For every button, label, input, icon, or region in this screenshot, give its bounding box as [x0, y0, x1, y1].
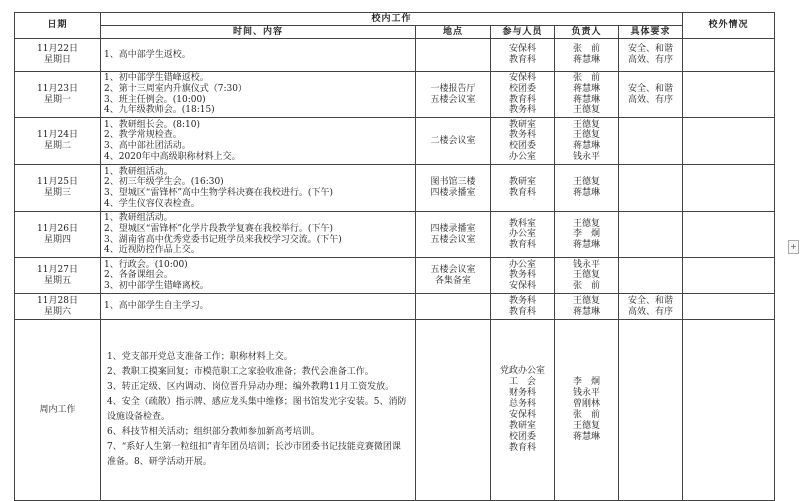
week-participant: 安保科	[508, 410, 536, 420]
week-responsible-person: 张 前	[572, 410, 600, 420]
day-location	[416, 72, 491, 118]
week-participant: 教研室	[508, 421, 536, 431]
day-location	[416, 258, 491, 294]
day-item: 4、九年级教师会。(18:15)	[104, 105, 215, 116]
location-entry: 五楼会议室	[430, 94, 476, 105]
week-item: 7、“系好人生第一粒纽扣”青年团员培训；长沙市团委书记技能竞赛微团课准备。8、研学活动开展。	[107, 442, 401, 467]
responsible-entry: 王德复	[572, 295, 600, 306]
participant-entry: 教育科	[508, 55, 536, 65]
day-date-cell	[15, 118, 101, 165]
participant	[494, 296, 551, 317]
day-off-campus	[683, 294, 775, 320]
participant-entry: 安保科	[508, 73, 536, 84]
day-item: 2、初三年级学生会。(16:30)	[104, 177, 224, 188]
location-entry: 四楼录播室	[430, 188, 476, 198]
responsible	[558, 120, 615, 162]
week-participant: 校团委	[508, 432, 536, 442]
responsible-entry: 钱永平	[572, 259, 600, 270]
week-responsible-person: 曾刚林	[572, 399, 600, 409]
participant-entry: 教科室	[508, 218, 536, 229]
day-weekday: 星期二	[43, 141, 71, 151]
day-off-campus	[683, 165, 775, 212]
location	[419, 84, 487, 105]
participant-entry: 安保科	[508, 44, 536, 55]
responsible-entry: 蒋慧琳	[572, 239, 600, 250]
location	[419, 136, 487, 147]
header-participants: 参与人员	[491, 26, 555, 39]
day-off-campus	[683, 258, 775, 294]
week-item: 2、教职工摸案回复；市模范职工之家验收准备；教代会准备工作。	[107, 367, 374, 377]
day-row	[15, 165, 775, 212]
day-requirements	[619, 72, 683, 118]
day-items	[101, 165, 416, 212]
week-responsible-person: 蒋慧琳	[572, 432, 600, 442]
day-responsible	[555, 165, 619, 212]
responsible	[558, 44, 615, 65]
participant-entry: 教育科	[508, 94, 536, 105]
week-participants	[491, 320, 555, 501]
participant-entry: 校团委	[508, 83, 536, 94]
responsible-entry: 蒋慧琳	[572, 306, 600, 317]
week-label: 周内工作	[15, 320, 101, 501]
day-responsible	[555, 212, 619, 258]
responsible-entry: 钱永平	[572, 151, 600, 162]
day-item: 2、望城区“雷锋杯”化学片段教学复赛在我校举行。(下午)	[104, 223, 333, 234]
day-item: 3、高中部社团活动。	[104, 141, 191, 151]
day-item: 3、初中部学生错峰离校。	[104, 280, 209, 291]
header-time-content: 时间、内容	[101, 26, 416, 39]
location	[419, 177, 487, 198]
day-requirements	[619, 212, 683, 258]
responsible-entry: 王德复	[572, 130, 600, 141]
day-items	[101, 118, 416, 165]
day-date-cell	[15, 212, 101, 258]
day-item: 4、学生仪容仪表检查。	[104, 198, 200, 209]
responsible-entry: 张 前	[572, 44, 600, 55]
expand-marker[interactable]: +	[788, 240, 799, 254]
day-date-cell	[15, 294, 101, 320]
day-participants	[491, 39, 555, 72]
day-items	[101, 212, 416, 258]
day-item: 1、行政会。(10:00)	[104, 259, 188, 270]
participant-entry: 教务科	[508, 130, 536, 141]
location-entry: 图书馆三楼	[430, 177, 476, 188]
week-participant-list	[494, 366, 551, 454]
week-responsible-person: 王德复	[572, 421, 600, 431]
day-participants	[491, 165, 555, 212]
participant-entry: 教研室	[508, 177, 536, 188]
requirement	[622, 84, 679, 105]
day-rows	[15, 39, 775, 320]
participant	[494, 260, 551, 292]
header-requirements: 具体要求	[619, 26, 683, 39]
participant-entry: 教育科	[508, 188, 536, 198]
day-weekday: 星期一	[43, 94, 71, 105]
day-item: 1、高中部学生返校。	[104, 49, 191, 60]
day-responsible	[555, 118, 619, 165]
day-item: 4、2020年中高级职称材料上交。	[104, 151, 241, 162]
header-responsible: 负责人	[555, 26, 619, 39]
day-items	[101, 72, 416, 118]
day-item: 1、高中部学生自主学习。	[104, 301, 209, 312]
day-date: 11月28日	[37, 295, 78, 306]
location-entry: 各集备室	[434, 275, 471, 286]
day-date: 11月24日	[37, 130, 78, 141]
day-weekday: 星期六	[43, 306, 71, 317]
day-item: 1、教研组活动。	[104, 166, 173, 177]
responsible-entry: 王德复	[572, 105, 600, 116]
day-weekday: 星期日	[43, 55, 71, 65]
day-weekday: 星期五	[43, 275, 71, 286]
day-responsible	[555, 258, 619, 294]
week-item: 6、科技节相关活动；组织部分教师参加新高考培训。	[107, 427, 320, 437]
day-off-campus	[683, 72, 775, 118]
participant	[494, 44, 551, 65]
day-responsible	[555, 39, 619, 72]
week-participant: 党政办公室	[499, 366, 545, 376]
responsible-entry: 蒋慧琳	[572, 141, 600, 151]
location-entry: 四楼录播室	[430, 223, 476, 234]
week-off-campus	[683, 320, 775, 501]
week-item: 1、党支部开党总支准备工作；职称材料上交。	[107, 352, 293, 362]
day-date: 11月22日	[37, 44, 78, 55]
participant-entry: 教务科	[508, 270, 536, 281]
day-participants	[491, 258, 555, 294]
day-item: 1、初中部学生错峰返校。	[104, 73, 209, 84]
responsible-entry: 张 前	[572, 280, 600, 291]
day-row	[15, 212, 775, 258]
requirement-entry: 高效、有序	[628, 306, 674, 317]
day-item: 2、第十三周室内升旗仪式（7:30）	[104, 83, 247, 94]
location-entry: 二楼会议室	[430, 135, 476, 146]
day-requirements	[619, 39, 683, 72]
responsible-entry: 王德复	[572, 270, 600, 281]
day-responsible	[555, 294, 619, 320]
day-date-cell	[15, 72, 101, 118]
location	[419, 265, 487, 286]
responsible-entry: 蒋慧琳	[572, 94, 600, 105]
week-participant: 财务科	[508, 388, 536, 398]
day-items	[101, 258, 416, 294]
participant	[494, 219, 551, 251]
day-row	[15, 294, 775, 320]
responsible-entry: 李 炯	[572, 229, 600, 240]
header-school-work: 校内工作	[101, 13, 683, 26]
day-location	[416, 39, 491, 72]
location-entry: 一楼报告厅	[430, 83, 476, 94]
day-row	[15, 39, 775, 72]
responsible-entry: 王德复	[572, 218, 600, 229]
day-items	[101, 294, 416, 320]
requirement-entry: 高效、有序	[628, 55, 674, 65]
header-location: 地点	[416, 26, 491, 39]
week-location	[416, 320, 491, 501]
day-row	[15, 258, 775, 294]
location-entry: 五楼会议室	[430, 264, 476, 275]
requirement	[622, 296, 679, 317]
participant	[494, 73, 551, 115]
week-participant: 教育科	[508, 443, 536, 453]
participant-entry: 教务科	[508, 105, 536, 116]
day-responsible	[555, 72, 619, 118]
requirement-entry: 安全、和谐	[628, 44, 674, 55]
location-entry: 五楼会议室	[430, 234, 476, 245]
day-date: 11月25日	[37, 177, 78, 188]
day-location	[416, 212, 491, 258]
responsible-entry: 蒋慧琳	[572, 83, 600, 94]
participant-entry: 教研室	[508, 119, 536, 130]
responsible	[558, 260, 615, 292]
header-off-campus: 校外情况	[683, 13, 775, 39]
week-participant: 总务科	[508, 399, 536, 409]
week-responsible	[555, 320, 619, 501]
responsible	[558, 219, 615, 251]
participant	[494, 177, 551, 198]
week-responsible-person: 李 炯	[572, 377, 600, 387]
day-requirements	[619, 294, 683, 320]
day-requirements	[619, 118, 683, 165]
participant	[494, 120, 551, 162]
day-date: 11月27日	[37, 264, 78, 275]
day-row	[15, 72, 775, 118]
day-row	[15, 118, 775, 165]
day-participants	[491, 72, 555, 118]
day-items	[101, 39, 416, 72]
header-date: 日期	[15, 13, 101, 39]
responsible-entry: 张 前	[572, 73, 600, 84]
day-item: 1、教研组长会。(8:10)	[104, 119, 200, 130]
participant-entry: 教务科	[508, 295, 536, 306]
day-item: 4、近视防控作品上交。	[104, 245, 200, 256]
day-location	[416, 165, 491, 212]
day-date-cell	[15, 258, 101, 294]
day-off-campus	[683, 39, 775, 72]
responsible-entry: 蒋慧琳	[572, 188, 600, 198]
day-date-cell	[15, 165, 101, 212]
requirement	[622, 44, 679, 65]
day-item: 3、望城区“雷锋杯”高中生物学科决赛在我校进行。(下午)	[104, 188, 333, 198]
location	[419, 224, 487, 245]
requirement-entry: 安全、和谐	[628, 295, 674, 306]
week-row	[15, 320, 775, 501]
day-participants	[491, 212, 555, 258]
day-requirements	[619, 165, 683, 212]
responsible-entry: 蒋慧琳	[572, 55, 600, 65]
day-off-campus	[683, 118, 775, 165]
day-weekday: 星期三	[43, 188, 71, 198]
day-weekday: 星期四	[43, 234, 71, 245]
day-off-campus	[683, 212, 775, 258]
responsible-entry: 王德复	[572, 177, 600, 188]
participant-entry: 安保科	[508, 280, 536, 291]
day-location	[416, 118, 491, 165]
day-requirements	[619, 258, 683, 294]
day-date: 11月23日	[37, 83, 78, 94]
week-responsible-person: 钱永平	[572, 388, 600, 398]
week-responsible-list	[558, 377, 615, 443]
week-item: 4、安全（疏散）指示牌、感应龙头集中维修；图书馆发光字安装。5、消防设施设备检查。	[107, 397, 407, 422]
requirement-entry: 高效、有序	[628, 94, 674, 105]
week-requirements	[619, 320, 683, 501]
responsible	[558, 73, 615, 115]
participant-entry: 教育科	[508, 306, 536, 317]
participant-entry: 办公室	[508, 151, 536, 162]
participant-entry: 办公室	[508, 259, 536, 270]
day-item: 2、教学常规检查。	[104, 130, 182, 141]
participant-entry: 校团委	[508, 141, 536, 151]
participant-entry: 办公室	[508, 229, 536, 240]
schedule-table	[14, 12, 775, 501]
participant-entry: 教育科	[508, 239, 536, 250]
responsible-entry: 王德复	[572, 119, 600, 130]
week-items	[101, 320, 416, 501]
day-date: 11月26日	[37, 223, 78, 234]
day-date-cell	[15, 39, 101, 72]
day-participants	[491, 118, 555, 165]
day-item: 3、班主任例会。(10:00)	[104, 94, 206, 105]
day-location	[416, 294, 491, 320]
day-item: 2、各备课组会。	[104, 270, 173, 281]
week-participant: 工 会	[508, 377, 536, 387]
responsible	[558, 177, 615, 198]
week-item: 3、转正定级、区内调动、岗位晋升异动办理；编外教聘11月工资发放。	[107, 382, 395, 392]
day-item: 3、湖南省高中优秀党委书记班学员来我校学习交流。(下午)	[104, 234, 342, 245]
day-item: 1、教研组活动。	[104, 213, 173, 224]
requirement-entry: 安全、和谐	[628, 83, 674, 94]
responsible	[558, 296, 615, 317]
day-participants	[491, 294, 555, 320]
week-item-list	[107, 350, 409, 470]
